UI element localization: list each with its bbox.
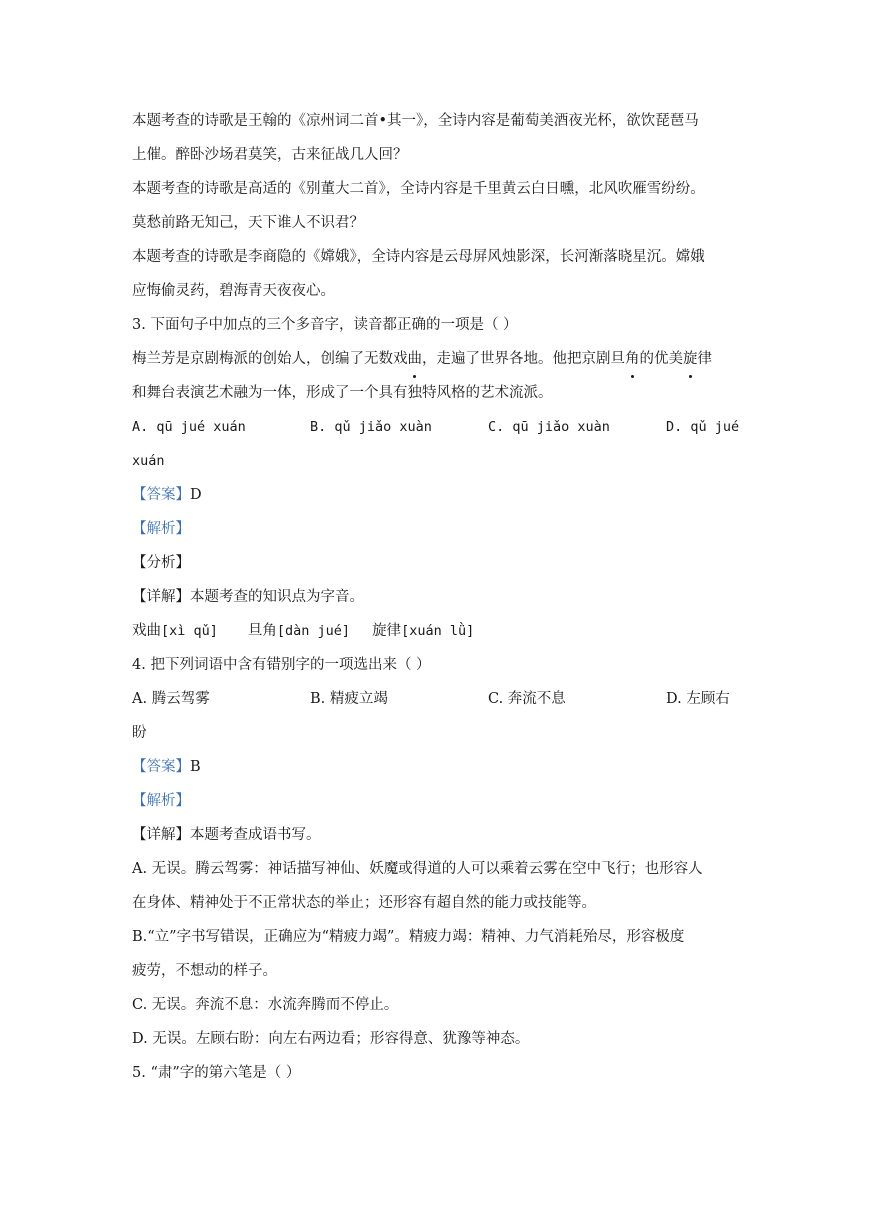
- detail-text: 本题考查成语书写。: [190, 827, 321, 843]
- q3-option-d: D. qǔ jué: [666, 419, 740, 435]
- reading-word: 戏曲: [132, 623, 161, 639]
- q3-sentence-seg-d: 律: [697, 351, 712, 367]
- document-page: [132, 104, 744, 1090]
- q4-explanation-a-line2: 在身体、精神处于不正常状态的举止；还形容有超自然的能力或技能等。: [132, 895, 596, 911]
- q3-option-d-wrap: xuán: [132, 453, 165, 469]
- reading-word: 旋律: [372, 623, 402, 639]
- answer-value: D: [190, 487, 202, 503]
- q4-explanation-a-line1: A. 无误。腾云驾雾：神话描写神仙、妖魔或得道的人可以乘着云雾在空中飞行；也形容人: [132, 861, 703, 877]
- q3-sentence-seg-b: ，走遍了世界各地。他把京剧旦: [422, 351, 625, 367]
- detail-text: 本题考查的知识点为字音。: [190, 589, 364, 605]
- reading-pinyin: [xuán lǜ]: [401, 623, 475, 639]
- poem-note-3-line2: 应悔偷灵药，碧海青天夜夜心。: [132, 283, 335, 299]
- q3-detail: [132, 580, 744, 614]
- q3-option-c: C. qū jiǎo xuàn: [488, 419, 610, 435]
- detail-label: 【详解】: [132, 827, 190, 843]
- answer-label: 【答案】: [132, 759, 190, 775]
- q3-sentence-line1: [132, 342, 744, 376]
- poem-note-1-line2: 上催。醉卧沙场君莫笑，古来征战几人回？: [132, 147, 408, 163]
- detail-label: 【详解】: [132, 589, 190, 605]
- q3-sentence-line2: 和舞台表演艺术融为一体，形成了一个具有独特风格的艺术流派。: [132, 385, 553, 401]
- q4-explanation-d: D. 无误。左顾右盼：向左右两边看；形容得意、犹豫等神态。: [132, 1031, 530, 1047]
- q4-option-a: A. 腾云驾雾: [132, 691, 210, 707]
- q3-answer: [132, 478, 744, 512]
- q3-sentence-seg-a: 梅兰芳是京剧梅派的创始人，创编了无数戏: [132, 351, 408, 367]
- q4-option-c: C. 奔流不息: [488, 691, 566, 707]
- q4-explanation-c: C. 无误。奔流不息：水流奔腾而不停止。: [132, 997, 399, 1013]
- q3-option-a: A. qū jué xuán: [132, 419, 246, 435]
- reading-pinyin: [dàn jué]: [276, 623, 351, 639]
- dotted-char-qu: 曲: [408, 342, 423, 376]
- q4-explanation-b-line2: 疲劳，不想动的样子。: [132, 963, 277, 979]
- dotted-char-jue: 角: [625, 342, 640, 376]
- question-4: 4. 把下列词语中含有错别字的一项选出来（ ）: [132, 657, 431, 673]
- q4-answer: [132, 750, 744, 784]
- poem-note-3-line1: 本题考查的诗歌是李商隐的《嫦娥》，全诗内容是云母屏风烛影深，长河渐落晓星沉。嫦娥: [132, 249, 705, 265]
- answer-label: 【答案】: [132, 487, 190, 503]
- q4-options: [132, 682, 744, 716]
- q3-option-b: B. qǔ jiǎo xuàn: [310, 419, 432, 435]
- q4-option-d: D. 左顾右: [666, 691, 730, 707]
- dotted-char-xuan: 旋: [683, 342, 698, 376]
- q3-analysis-label: 【解析】: [132, 521, 190, 537]
- q3-options: [132, 410, 744, 444]
- q3-fenxi-label: 【分析】: [132, 555, 190, 571]
- q4-option-b: B. 精疲立竭: [310, 691, 388, 707]
- poem-note-1-line1: 本题考查的诗歌是王翰的《凉州词二首•其一》，全诗内容是葡萄美酒夜光杯，欲饮琵琶马: [132, 113, 699, 129]
- q4-explanation-b-line1: B.“立”字书写错误，正确应为“精疲力竭”。精疲力竭：精神、力气消耗殆尽，形容极度: [132, 929, 685, 945]
- poem-note-2-line1: 本题考查的诗歌是高适的《别董大二首》，全诗内容是千里黄云白日曛，北风吹雁雪纷纷。: [132, 181, 705, 197]
- reading-pinyin: [xì qǔ]: [161, 623, 218, 639]
- poem-note-2-line2: 莫愁前路无知己，天下谁人不识君？: [132, 215, 364, 231]
- q3-sentence-seg-c: 的优美: [639, 351, 683, 367]
- reading-word: 旦角: [247, 623, 277, 639]
- q4-analysis-label: 【解析】: [132, 793, 190, 809]
- q4-option-d-wrap: 盼: [132, 725, 147, 741]
- question-5: 5. “肃”字的第六笔是（ ）: [132, 1065, 301, 1081]
- q3-readings: [132, 614, 744, 648]
- question-3: 3. 下面句子中加点的三个多音字，读音都正确的一项是（ ）: [132, 317, 518, 333]
- q4-detail: [132, 818, 744, 852]
- answer-value: B: [190, 759, 201, 775]
